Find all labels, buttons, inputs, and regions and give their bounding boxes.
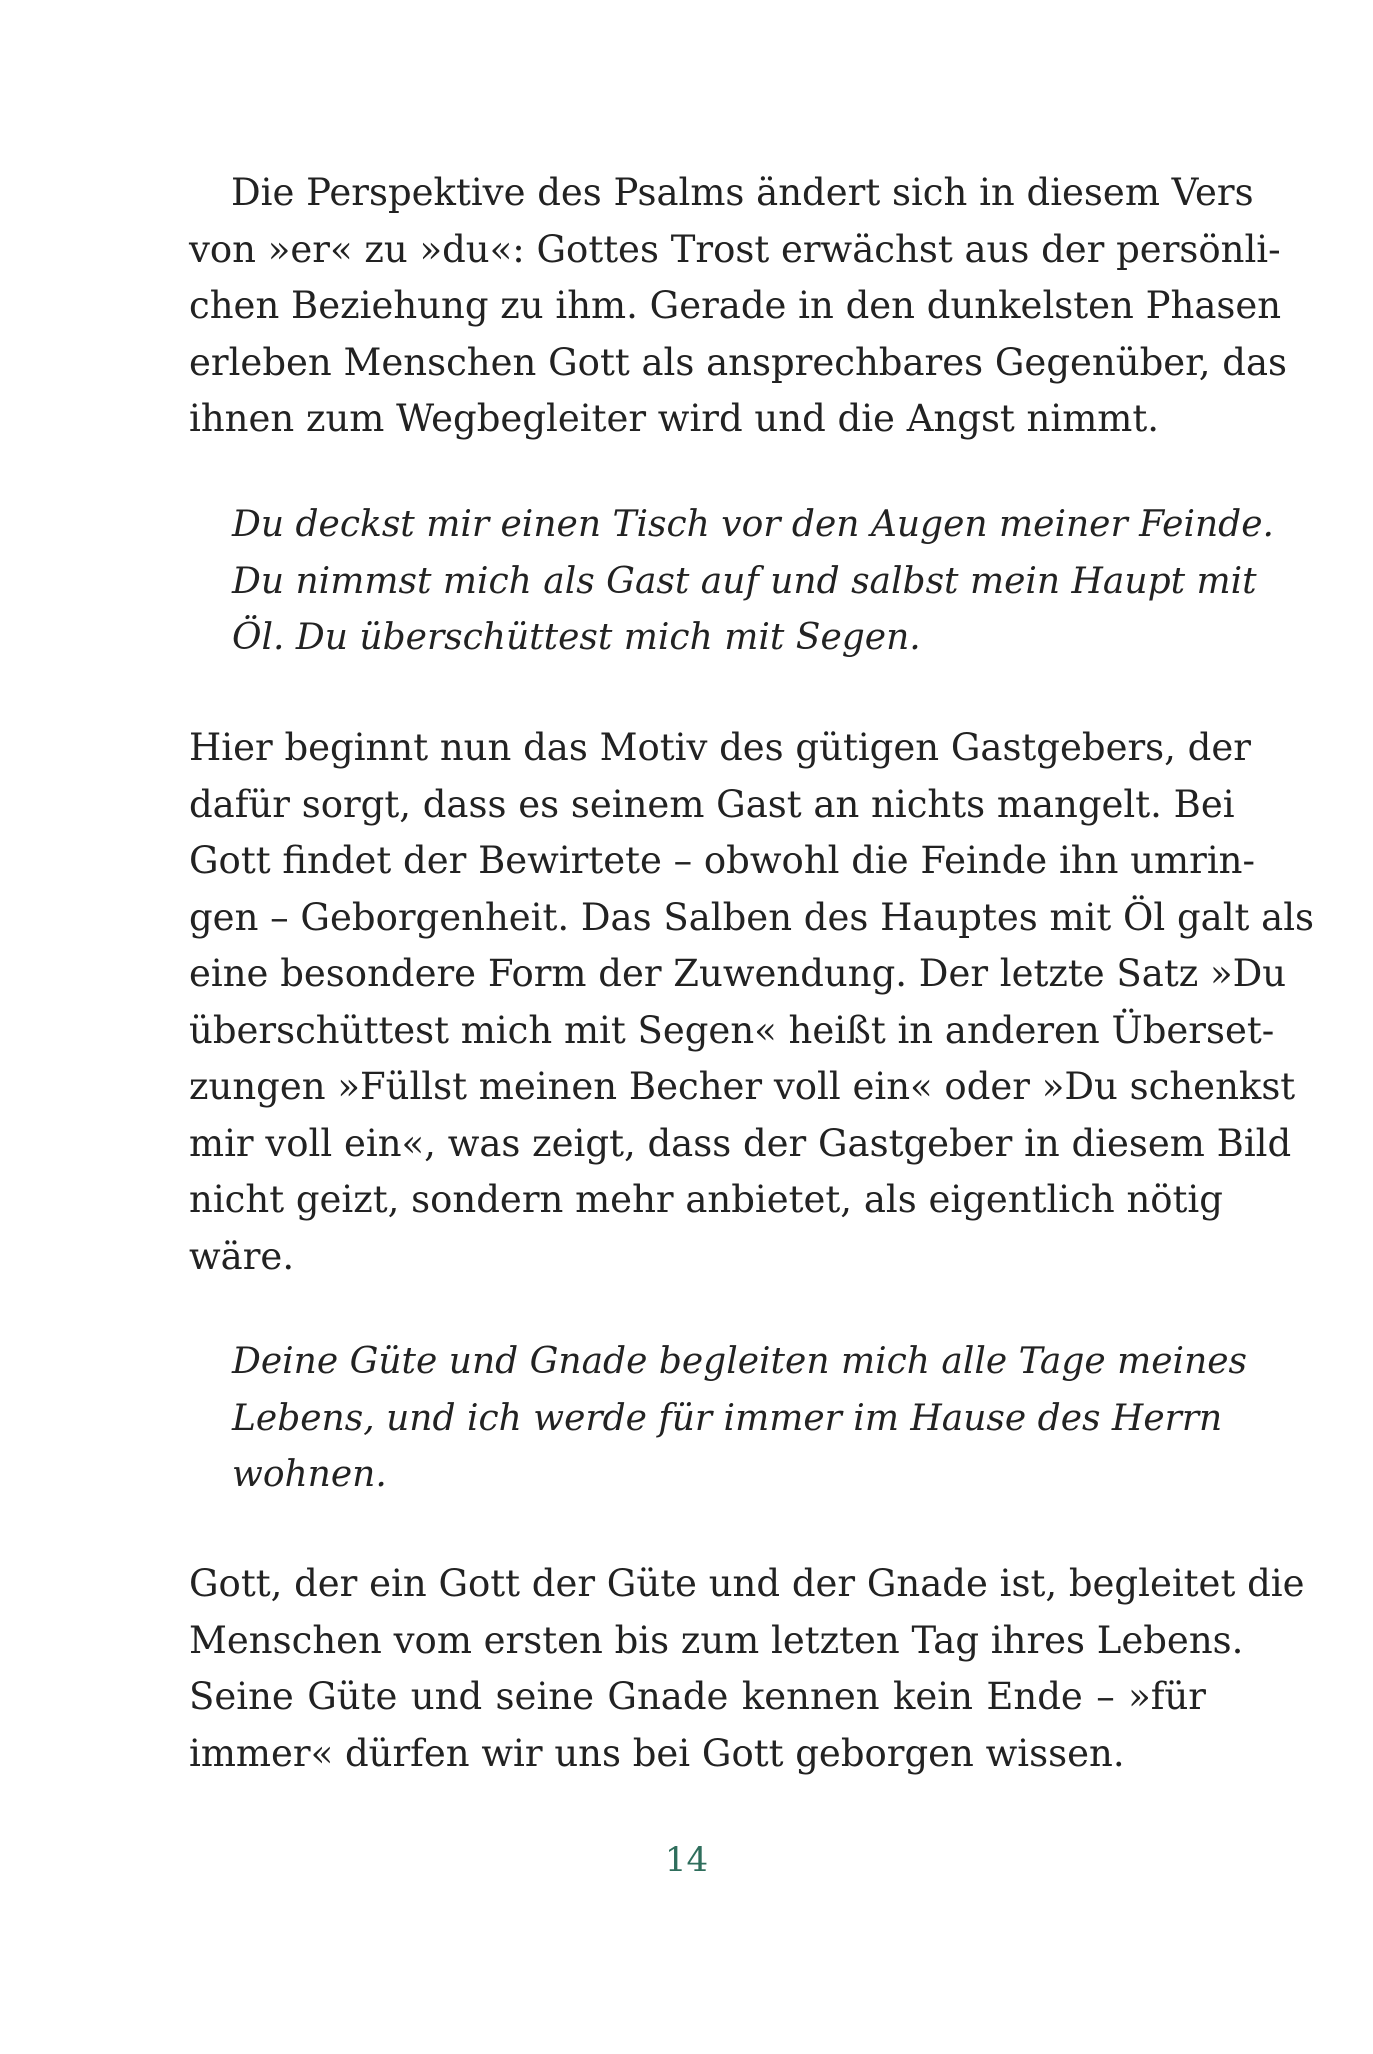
text-line: immer« dürfen wir uns bei Gott geborgen wissen. [189,1731,1125,1775]
text-line: erleben Menschen Gott als ansprechbares Gegenüber, das [189,340,1288,384]
paragraph-perspective [189,165,1288,448]
psalm-quote-table [232,497,1274,667]
text-line: wäre. [189,1234,295,1278]
text-line: überschüttest mich mit Segen« heißt in anderen Überset- [189,1008,1275,1052]
text-line: nicht geizt, sondern mehr anbietet, als eigentlich nötig [189,1178,1223,1221]
quote-line: Deine Güte und Gnade begleiten mich alle Tage meines [232,1341,1248,1382]
text-line: Die Perspektive des Psalms ändert sich in diesem Vers [231,171,1254,214]
quote-line: Lebens, und ich werde für immer im Hause des Herrn [232,1397,1223,1439]
text-line: Hier beginnt nun das Motiv des gütigen Gastgebers, der [189,726,1251,769]
page-number: 14 [664,1840,709,1880]
quote-line: Du nimmst mich als Gast auf und salbst mein Haupt mit [232,560,1257,602]
text-line: dafür sorgt, dass es seinem Gast an nichts mangelt. Bei [189,782,1235,826]
psalm-quote-goodness [232,1334,1248,1504]
text-line: eine besondere Form der Zuwendung. Der letzte Satz »Du [189,952,1287,995]
text-line: Gott, der ein Gott der Güte und der Gnade ist, begleitet die [189,1562,1305,1605]
text-line: von »er« zu »du«: Gottes Trost erwächst aus der persönli- [189,227,1281,271]
text-line: ihnen zum Wegbegleiter wird und die Angst nimmt. [189,397,1160,440]
quote-line: wohnen. [232,1454,387,1495]
text-line: Gott findet der Bewirtete – obwohl die Feinde ihn umrin- [189,839,1255,882]
quote-line: Öl. Du überschüttest mich mit Segen. [232,617,921,658]
paragraph-grace [189,1556,1305,1782]
quote-line: Du deckst mir einen Tisch vor den Augen meiner Feinde. [232,504,1274,545]
text-line: Menschen vom ersten bis zum letzten Tag ihres Lebens. [189,1618,1244,1662]
text-line: chen Beziehung zu ihm. Gerade in den dunkelsten Phasen [189,284,1282,327]
text-line: gen – Geborgenheit. Das Salben des Hauptes mit Öl galt als [189,895,1315,939]
text-line: mir voll ein«, was zeigt, dass der Gastgeber in diesem Bild [189,1121,1292,1165]
text-line: zungen »Füllst meinen Becher voll ein« oder »Du schenkst [189,1065,1296,1108]
paragraph-host-motif [189,720,1315,1285]
text-line: Seine Güte und seine Gnade kennen kein Ende – »für [189,1675,1206,1718]
